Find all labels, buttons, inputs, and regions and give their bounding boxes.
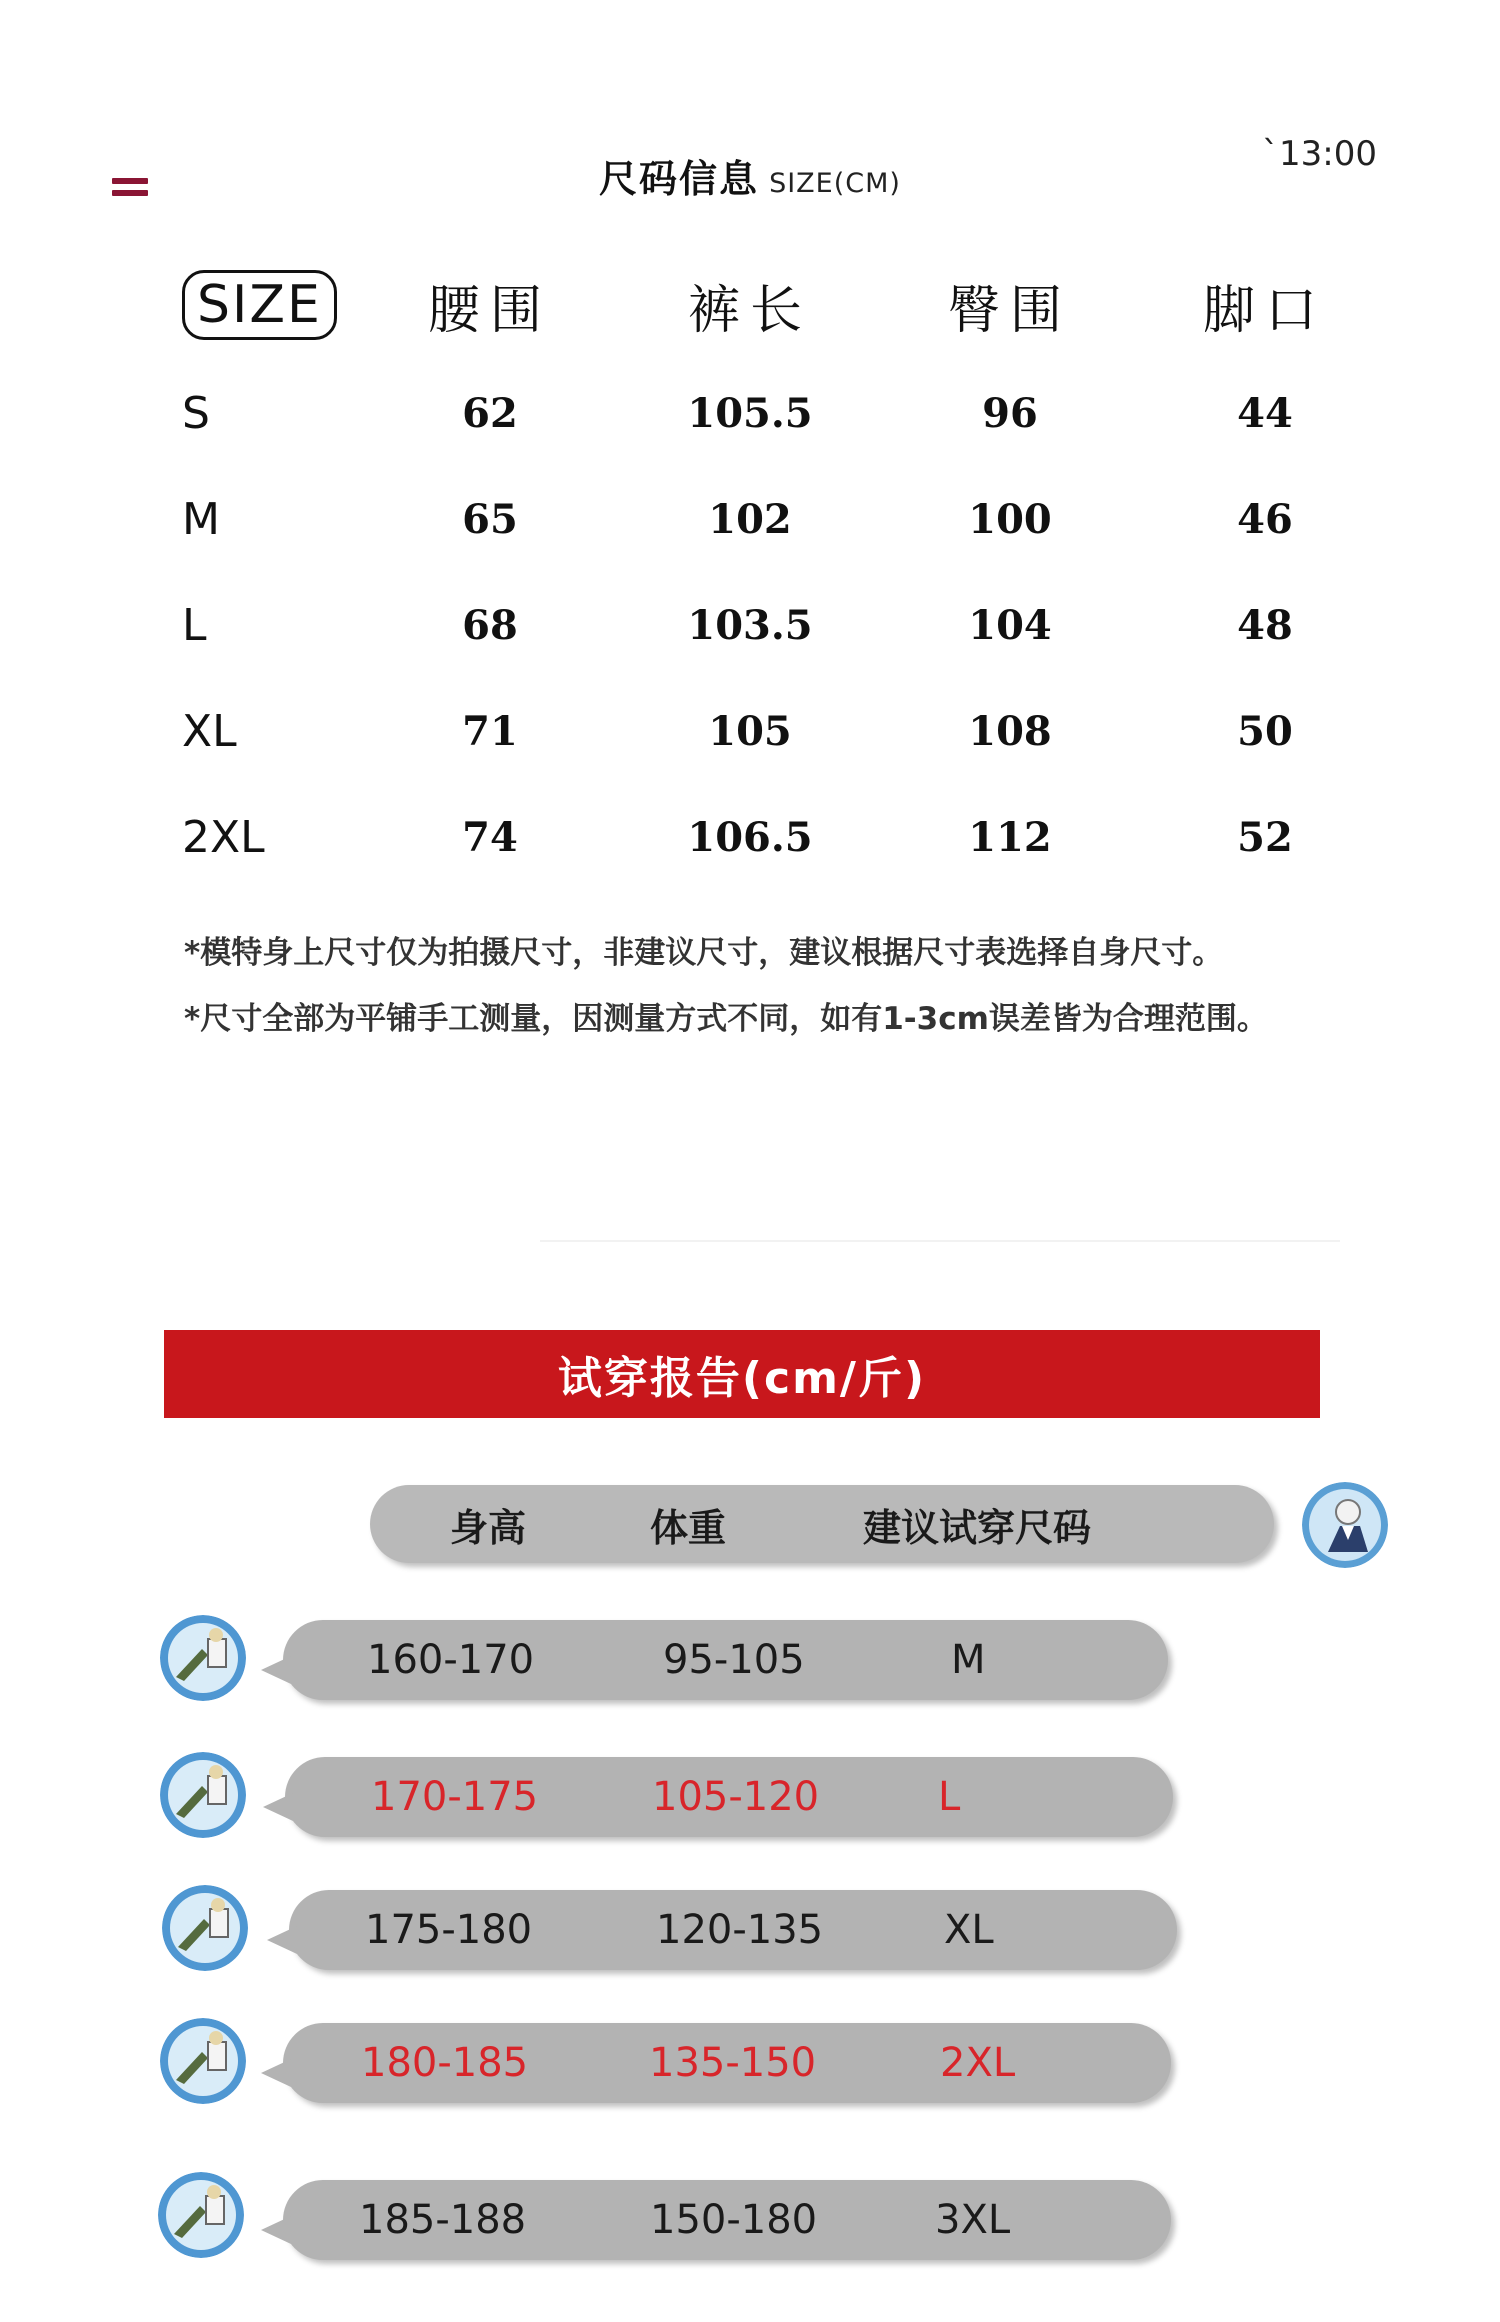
- height-value: 175-180: [365, 1907, 533, 1953]
- length-header: 裤长: [687, 280, 812, 341]
- fit-report-header: [370, 1485, 1274, 1563]
- fit-report-banner: [164, 1330, 1320, 1418]
- weight-value: 105-120: [652, 1774, 820, 1820]
- avatar-icon: [1302, 1482, 1388, 1568]
- divider: [540, 1240, 1340, 1242]
- length-value: 103.5: [687, 601, 813, 649]
- waist-value: 62: [462, 389, 518, 437]
- table-row: [150, 784, 1390, 890]
- size-value: M: [951, 1637, 986, 1683]
- table-row: [150, 466, 1390, 572]
- status-time: `13:00: [1262, 134, 1377, 174]
- height-value: 160-170: [367, 1637, 535, 1683]
- height-value: 180-185: [361, 2040, 529, 2086]
- size-label: L: [182, 599, 207, 651]
- waist-value: 68: [462, 601, 518, 649]
- weight-value: 95-105: [663, 1637, 805, 1683]
- hip-value: 108: [968, 707, 1052, 755]
- height-value: 185-188: [359, 2197, 527, 2243]
- hem-value: 44: [1237, 389, 1293, 437]
- fit-report-title: 试穿报告(cm/斤): [557, 1353, 927, 1404]
- list-item: [283, 1620, 1168, 1700]
- hip-value: 104: [968, 601, 1052, 649]
- size-table-header: [150, 250, 1390, 360]
- hem-value: 50: [1237, 707, 1293, 755]
- table-row: [150, 678, 1390, 784]
- list-item: [283, 2180, 1171, 2260]
- note-line: *模特身上尺寸仅为拍摄尺寸，非建议尺寸，建议根据尺寸表选择自身尺寸。: [184, 935, 1224, 971]
- table-row: [150, 360, 1390, 466]
- hip-value: 96: [982, 389, 1038, 437]
- hem-header: 脚口: [1202, 280, 1327, 341]
- hem-value: 46: [1237, 495, 1293, 543]
- hip-header: 臀围: [947, 280, 1072, 341]
- avatar-icon: [160, 1615, 246, 1701]
- hem-value: 48: [1237, 601, 1293, 649]
- height-header: 身高: [450, 1505, 527, 1550]
- title-zh: 尺码信息: [599, 157, 760, 201]
- list-item: [285, 1757, 1173, 1837]
- length-value: 105.5: [687, 389, 813, 437]
- waist-header: 腰围: [427, 280, 552, 341]
- size-label: 2XL: [182, 811, 265, 863]
- avatar-icon: [160, 2018, 246, 2104]
- weight-value: 150-180: [650, 2197, 818, 2243]
- waist-value: 71: [462, 707, 518, 755]
- size-table: [150, 250, 1390, 890]
- avatar-icon: [160, 1752, 246, 1838]
- size-rec-header: 建议试穿尺码: [863, 1505, 1092, 1550]
- size-value: 2XL: [940, 2040, 1016, 2086]
- length-value: 102: [708, 495, 792, 543]
- size-label: M: [182, 493, 220, 545]
- size-header: SIZE: [182, 270, 337, 340]
- hip-value: 100: [968, 495, 1052, 543]
- hip-value: 112: [968, 813, 1052, 861]
- list-item: [283, 2023, 1171, 2103]
- size-notes: [184, 920, 1268, 1052]
- table-row: [150, 572, 1390, 678]
- weight-value: 120-135: [656, 1907, 824, 1953]
- weight-value: 135-150: [649, 2040, 817, 2086]
- length-value: 106.5: [687, 813, 813, 861]
- avatar-icon: [162, 1885, 248, 1971]
- size-label: XL: [182, 705, 237, 757]
- avatar-icon: [158, 2172, 244, 2258]
- list-item: [289, 1890, 1177, 1970]
- height-value: 170-175: [371, 1774, 539, 1820]
- weight-header: 体重: [650, 1505, 727, 1550]
- waist-value: 65: [462, 495, 518, 543]
- length-value: 105: [708, 707, 792, 755]
- title-en: SIZE(CM): [769, 168, 901, 199]
- size-value: 3XL: [935, 2197, 1011, 2243]
- note-line: *尺寸全部为平铺手工测量，因测量方式不同，如有1-3cm误差皆为合理范围。: [184, 1001, 1268, 1037]
- waist-value: 74: [462, 813, 518, 861]
- size-label: S: [182, 387, 210, 439]
- hem-value: 52: [1237, 813, 1293, 861]
- size-value: XL: [944, 1907, 994, 1953]
- size-value: L: [938, 1774, 961, 1820]
